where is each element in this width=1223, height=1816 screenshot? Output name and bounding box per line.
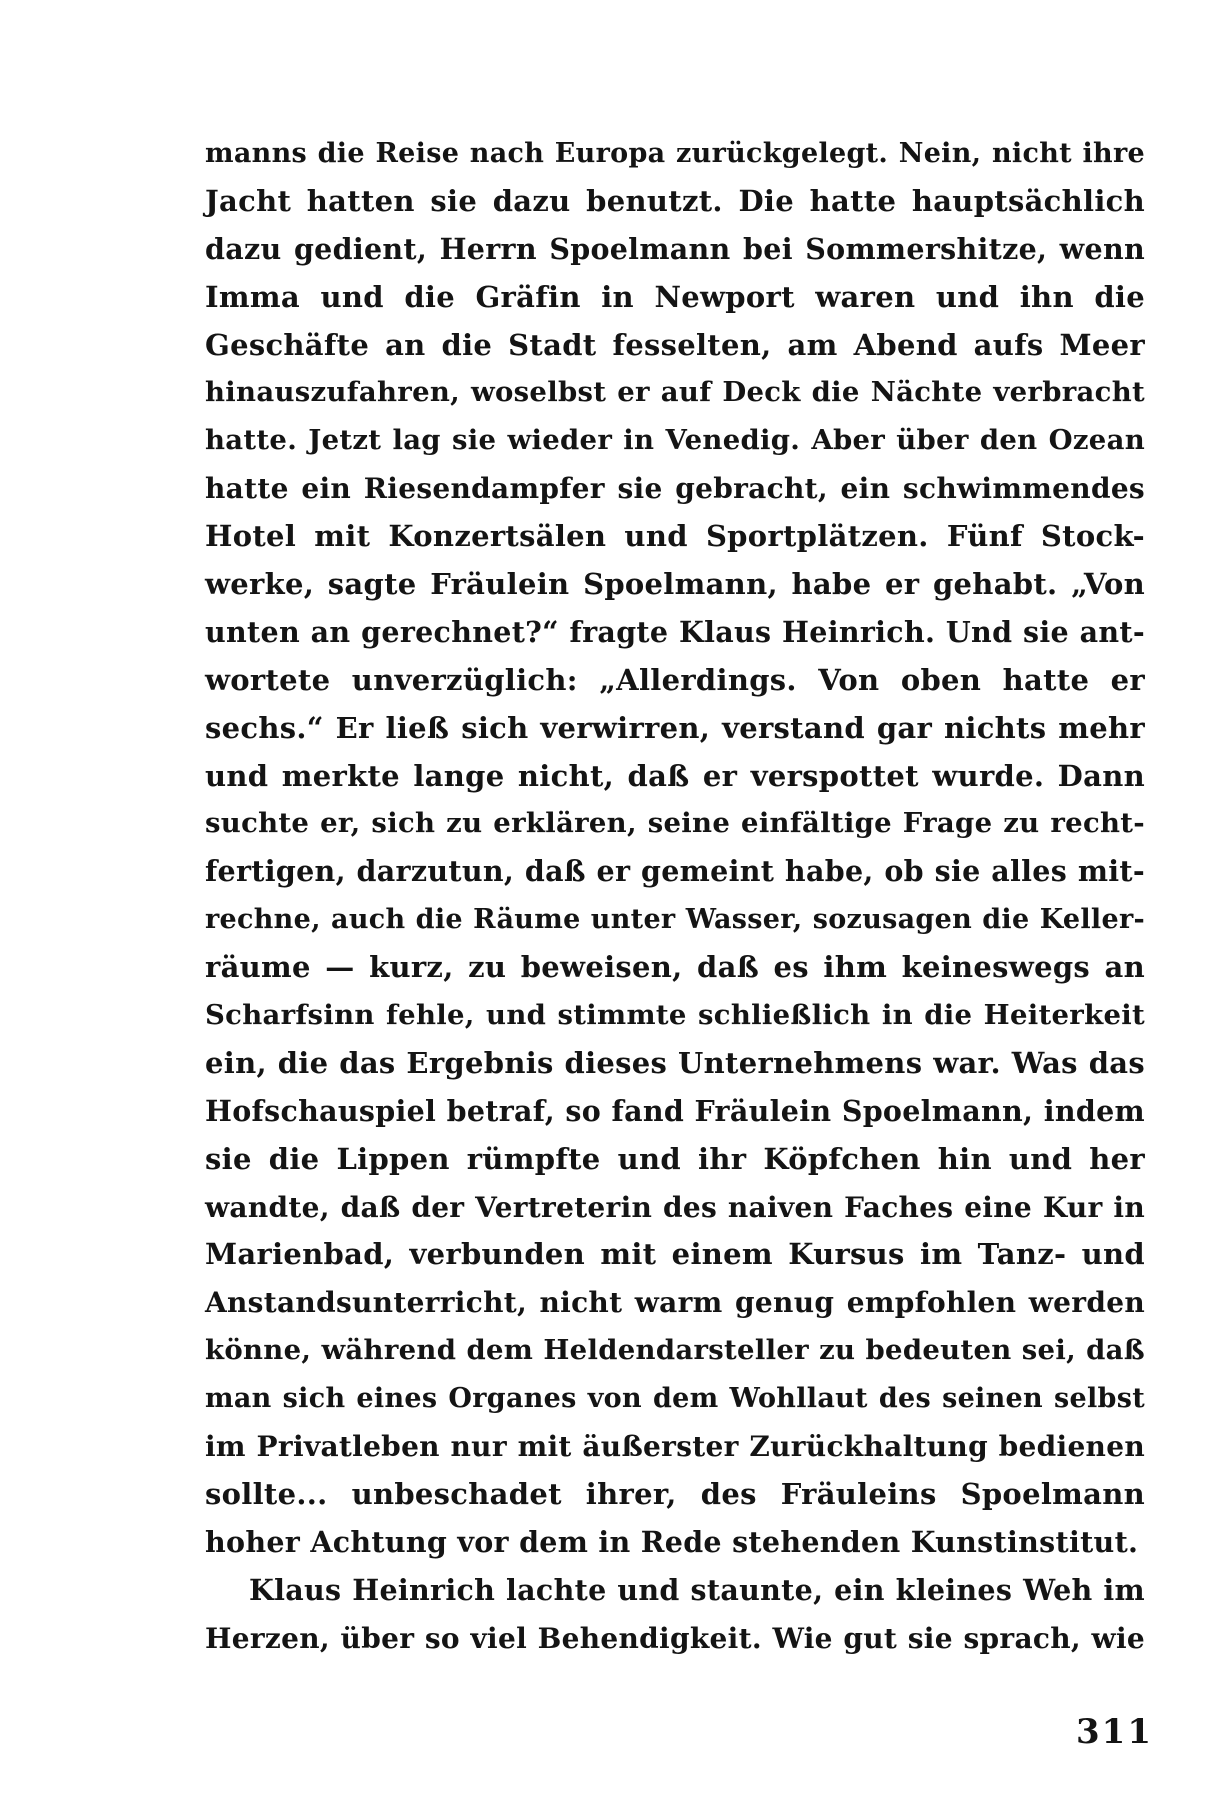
text-line: sie die Lippen rümpfte und ihr Köpfchen hin und her [205,1141,1145,1176]
text-line: manns die Reise nach Europa zurückgelegt. Nein, nicht ihre [205,138,1145,169]
text-line: hatte ein Riesendampfer sie gebracht, ein schwimmendes [205,472,1145,506]
text-line: Herzen, über so viel Behendigkeit. Wie gut sie sprach, wie [205,1621,1145,1655]
text-line: Geschäfte an die Stadt fesselten, am Abend aufs Meer [205,327,1145,362]
text-line: wandte, daß der Vertreterin des naiven Faches eine Kur in [205,1190,1145,1224]
page-number: 311 [1076,1712,1153,1752]
text-line: Klaus Heinrich lachte und staunte, ein kleines Weh im [249,1572,1145,1607]
text-line: hatte. Jetzt lag sie wieder in Venedig. Aber über den Ozean [205,424,1145,457]
text-line: Hotel mit Konzertsälen und Sportplätzen. Fünf Stock- [205,519,1145,554]
text-line: man sich eines Organes von dem Wohllaut des seinen selbst [205,1383,1145,1415]
text-line: räume — kurz, zu beweisen, daß es ihm keineswegs an [205,950,1145,985]
text-line: sechs.“ Er ließ sich verwirren, verstand gar nichts mehr [205,710,1145,745]
text-line: könne, während dem Heldendarsteller zu bedeuten sei, daß [205,1334,1145,1367]
text-line: unten an gerechnet?“ fragte Klaus Heinrich. Und sie ant- [205,614,1145,649]
text-line: Hofschauspiel betraf, so fand Fräulein Spoelmann, indem [205,1093,1145,1128]
text-line: rechne, auch die Räume unter Wasser, sozusagen die Keller- [205,904,1145,936]
paragraph-1 [205,130,1145,1567]
text-line: wortete unverzüglich: „Allerdings. Von oben hatte er [205,662,1145,697]
text-line: ein, die das Ergebnis dieses Unternehmens war. Was das [205,1045,1145,1080]
text-line: Jacht hatten sie dazu benutzt. Die hatte hauptsächlich [205,183,1145,218]
text-line: Anstandsunterricht, nicht warm genug empfohlen werden [205,1286,1145,1320]
paragraph-2 [205,1567,1145,1663]
text-line: Imma und die Gräfin in Newport waren und ihn die [205,279,1145,314]
body-text [205,130,1145,1663]
text-line: suchte er, sich zu erklären, seine einfältige Frage zu recht- [205,807,1145,840]
text-line: Marienbad, verbunden mit einem Kursus im Tanz- und [205,1237,1145,1272]
text-line: dazu gedient, Herrn Spoelmann bei Sommershitze, wenn [205,231,1145,266]
text-line: hinauszufahren, woselbst er auf Deck die Nächte verbracht [205,376,1145,409]
text-line: und merkte lange nicht, daß er verspottet wurde. Dann [205,758,1145,793]
text-line: sollte... unbeschadet ihrer, des Fräuleins Spoelmann [205,1476,1145,1511]
text-line: im Privatleben nur mit äußerster Zurückhaltung bedienen [205,1430,1145,1464]
text-line: hoher Achtung vor dem in Rede stehenden Kunstinstitut. [205,1524,1139,1559]
text-line: werke, sagte Fräulein Spoelmann, habe er gehabt. „Von [205,567,1145,602]
text-line: Scharfsinn fehle, und stimmte schließlich in die Heiterkeit [205,999,1145,1032]
text-line: fertigen, darzutun, daß er gemeint habe, ob sie alles mit- [205,854,1145,889]
